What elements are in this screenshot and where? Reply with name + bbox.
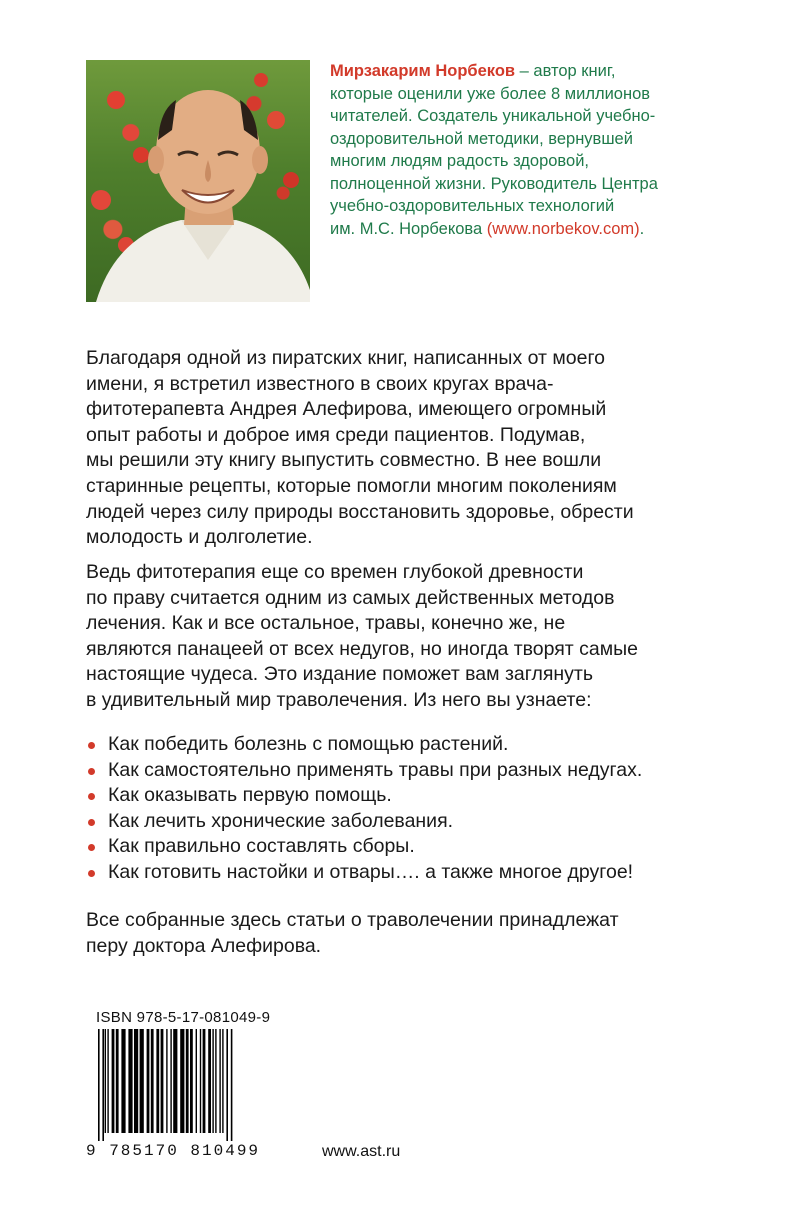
bullet-icon — [88, 844, 95, 851]
author-bio — [330, 60, 750, 240]
bullet-icon — [88, 819, 95, 826]
publisher-website[interactable]: www.ast.ru — [322, 1143, 401, 1160]
barcode-bar — [170, 1029, 171, 1133]
barcode-bar — [151, 1029, 154, 1133]
text-line: Ведь фитотерапия еще со времен глубокой древности — [86, 561, 584, 583]
barcode-graphic — [96, 1029, 276, 1141]
barcode-bar — [208, 1029, 211, 1133]
list-item — [86, 834, 746, 860]
barcode-bar — [116, 1029, 119, 1133]
bio-line: – автор книг, — [519, 62, 616, 80]
barcode-bar — [134, 1029, 138, 1133]
text-line: мы решили эту книгу выпустить совместно. В нее вошли — [86, 449, 602, 472]
bullet-icon — [88, 870, 95, 877]
barcode-guard-bar — [102, 1029, 104, 1141]
text-line: имени, я встретил известного в своих кругах врача- — [86, 372, 554, 395]
isbn-label: ISBN 978-5-17-081049-9 — [96, 1009, 271, 1026]
text-line: людей через силу природы восстановить здоровье, обрести — [86, 500, 634, 523]
paragraph-closing — [86, 908, 736, 959]
barcode-bar — [173, 1029, 177, 1133]
barcode-guard-bar — [226, 1029, 228, 1141]
barcode-bar — [180, 1029, 184, 1133]
list-item-text: Как оказывать первую помощь. — [108, 784, 392, 807]
list-item — [86, 809, 746, 835]
bullet-icon — [88, 793, 95, 800]
barcode-guard-bar — [231, 1029, 233, 1141]
bio-line: читателей. Создатель уникальной учебно- — [330, 107, 656, 125]
barcode-bar — [147, 1029, 150, 1133]
text-line: по праву считается одним из самых действенных методов — [86, 586, 615, 609]
author-website-link[interactable]: (www.norbekov.com) — [486, 219, 640, 238]
author-name: Мирзакарим Норбеков — [330, 62, 516, 80]
text-line: настоящие чудеса. Это издание поможет вам заглянуть — [86, 663, 593, 686]
text-line: опыт работы и доброе имя среди пациентов. Подумав, — [86, 423, 586, 446]
list-item — [86, 758, 746, 784]
barcode-bar — [190, 1029, 193, 1133]
list-item-text: Как победить болезнь с помощью растений. — [108, 733, 509, 755]
text-line: в удивительный мир траволечения. Из него вы узнаете: — [86, 688, 592, 711]
barcode-bar — [215, 1029, 216, 1133]
barcode-bar — [203, 1029, 206, 1133]
barcode-bar — [112, 1029, 115, 1133]
list-item — [86, 732, 746, 758]
barcode-bar — [107, 1029, 108, 1133]
barcode-bar — [121, 1029, 125, 1133]
bio-line: многим людям радость здоровой, — [330, 152, 589, 170]
bio-period: . — [639, 219, 645, 238]
text-line: являются панацеей от всех недугов, но иногда творят самые — [86, 637, 639, 660]
barcode-bar — [140, 1029, 144, 1133]
barcode-bar — [161, 1029, 164, 1133]
barcode-bar — [105, 1029, 106, 1133]
bio-line: которые оценили уже более 8 миллионов — [330, 84, 651, 103]
list-item — [86, 783, 746, 809]
barcode-bar — [212, 1029, 213, 1133]
barcode-bar — [219, 1029, 220, 1133]
list-item-text: Как самостоятельно применять травы при разных недугах. — [108, 758, 643, 781]
barcode-bar — [196, 1029, 197, 1133]
barcode-bar — [200, 1029, 201, 1133]
barcode-bar — [128, 1029, 132, 1133]
bio-line: им. М.С. Норбекова — [330, 219, 483, 238]
barcode-bar — [222, 1029, 223, 1133]
text-line: фитотерапевта Андрея Алефирова, имеющего огромный — [86, 398, 607, 421]
barcode-bar — [156, 1029, 159, 1133]
author-portrait-illustration — [86, 60, 310, 302]
barcode-guard-bar — [98, 1029, 100, 1141]
list-item-text: Как правильно составлять сборы. — [108, 835, 415, 858]
bullet-icon — [88, 742, 95, 749]
bio-line: учебно-оздоровительных технологий — [330, 197, 615, 215]
bio-line: полноценной жизни. Руководитель Центра — [330, 174, 658, 193]
text-line: Благодаря одной из пиратских книг, написанных от моего — [86, 347, 605, 369]
barcode-bar — [186, 1029, 189, 1133]
bullet-icon — [88, 768, 95, 775]
list-item-text: Как лечить хронические заболевания. — [108, 809, 454, 832]
text-line: молодость и долголетие. — [86, 526, 313, 549]
text-line: Все собранные здесь статьи о траволечении принадлежат — [86, 909, 619, 931]
list-item — [86, 860, 746, 886]
bio-line: оздоровительной методики, вернувшей — [330, 129, 633, 148]
list-item-text: Как готовить настойки и отвары…. а также многое другое! — [108, 860, 634, 883]
text-line: перу доктора Алефирова. — [86, 934, 322, 957]
barcode-digits: 9 785170 810499 — [86, 1142, 261, 1160]
paragraph-phytotherapy — [86, 560, 736, 714]
topics-list — [86, 732, 746, 886]
barcode-bar — [166, 1029, 167, 1133]
paragraph-intro — [86, 346, 736, 551]
author-photo — [86, 60, 310, 302]
text-line: старинные рецепты, которые помогли многим поколениям — [86, 474, 617, 497]
text-line: лечения. Как и все остальное, травы, конечно же, не — [86, 612, 566, 635]
